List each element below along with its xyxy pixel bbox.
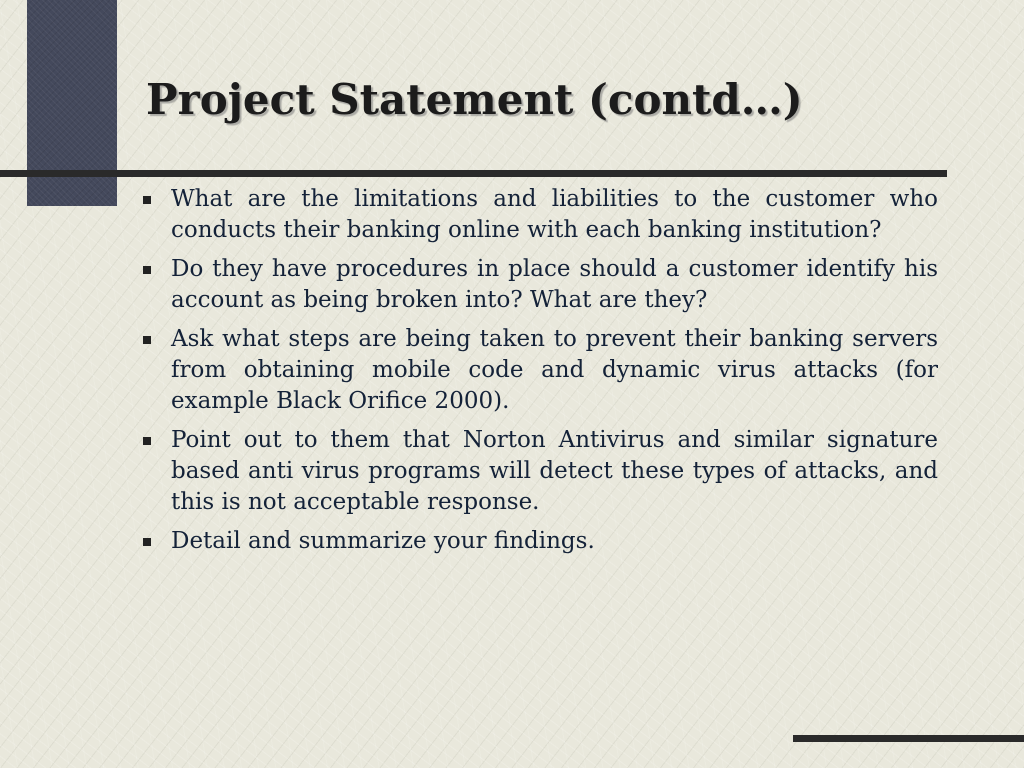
bullet-item: [137, 254, 938, 316]
square-bullet-icon: [143, 538, 151, 546]
bottom-divider-line: [793, 735, 1024, 742]
bullet-item: [137, 526, 938, 557]
bullet-text: Do they have procedures in place should a customer identify his account as being broken into? What are they?: [171, 256, 938, 313]
square-bullet-icon: [143, 437, 151, 445]
square-bullet-icon: [143, 196, 151, 204]
bullet-list: [137, 184, 938, 565]
bullet-text: What are the limitations and liabilities to the customer who conducts their banking online with each banking institution?: [171, 186, 938, 243]
square-bullet-icon: [143, 266, 151, 274]
bullet-text: Detail and summarize your findings.: [171, 528, 595, 554]
bullet-text: Point out to them that Norton Antivirus and similar signature based anti virus programs will detect these types of attacks, and this is not acceptable response.: [171, 427, 938, 515]
bullet-text: Ask what steps are being taken to prevent their banking servers from obtaining mobile code and dynamic virus attacks (for example Black Orifice 2000).: [171, 326, 938, 414]
bullet-item: [137, 184, 938, 246]
bullet-item: [137, 324, 938, 417]
bullet-item: [137, 425, 938, 518]
title-divider-line: [0, 170, 947, 177]
square-bullet-icon: [143, 336, 151, 344]
slide-title: Project Statement (contd…): [146, 75, 803, 124]
